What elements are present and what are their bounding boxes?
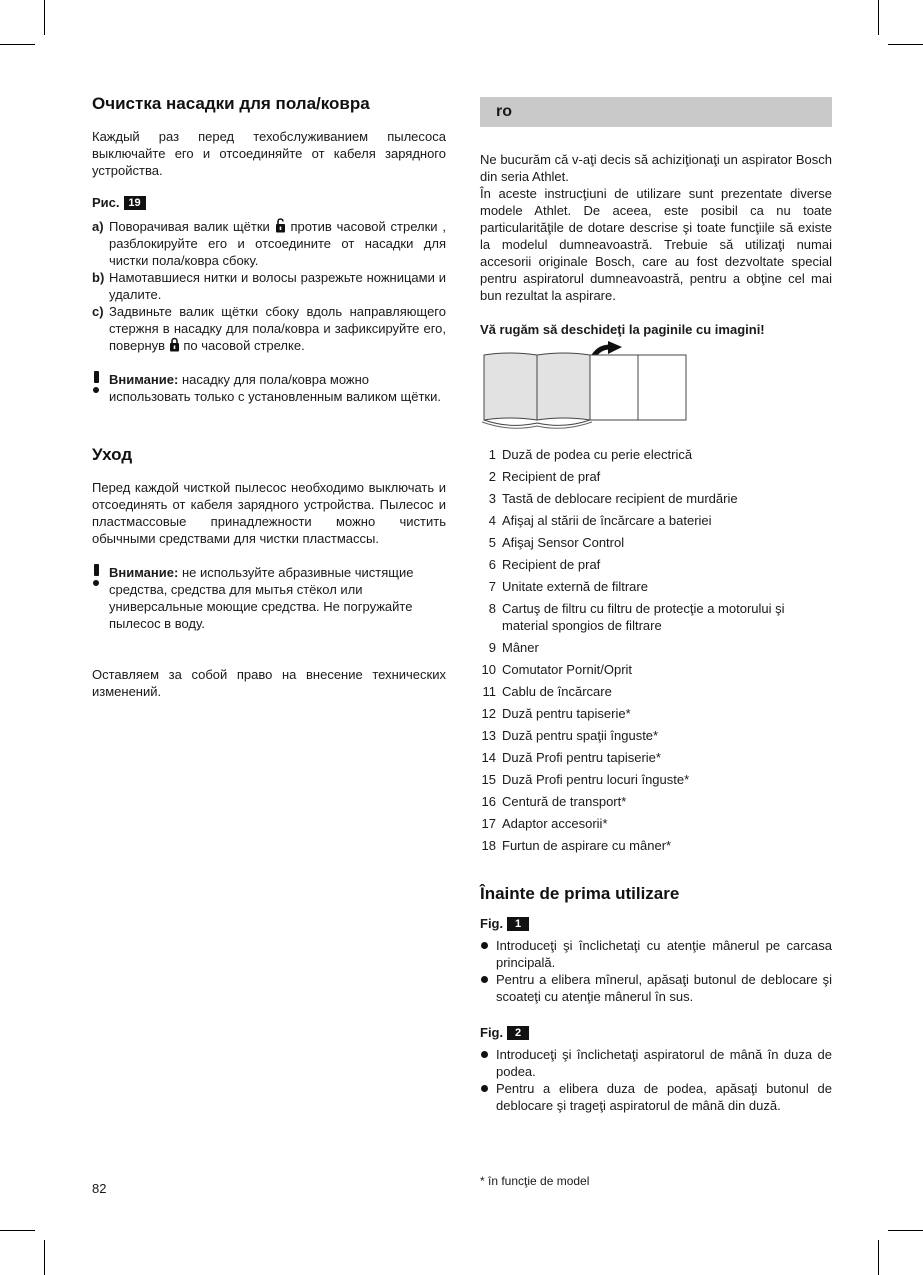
part-name: Comutator Pornit/Oprit — [502, 662, 633, 677]
part-number: 18 — [481, 838, 496, 853]
crop-mark — [878, 1240, 879, 1275]
list-item — [480, 490, 832, 507]
language-bar — [480, 97, 832, 127]
section-title: Înainte de prima utilizare — [480, 884, 680, 903]
list-item — [480, 815, 832, 832]
step-text: Задвиньте валик щётки сбоку вдоль направляющего стержня в насадку для пола/ковра и зафиксируйте его, повернув — [109, 304, 446, 353]
part-number: 14 — [481, 750, 496, 765]
part-number: 12 — [481, 706, 496, 721]
step-text: Поворачивая валик щётки — [109, 219, 270, 234]
part-number: 1 — [488, 447, 496, 462]
part-name: Cablu de încărcare — [502, 684, 612, 699]
list-item — [480, 600, 832, 634]
warning-label: Внимание: — [109, 372, 179, 387]
crop-mark — [888, 1230, 923, 1231]
step-item — [92, 303, 446, 354]
figure-number: 1 — [507, 917, 529, 931]
language-code: ro — [496, 103, 512, 120]
footnote: * în funcţie de model — [480, 1174, 590, 1188]
step-letter: a) — [92, 219, 104, 234]
crop-mark — [44, 0, 45, 35]
part-number: 3 — [488, 491, 496, 506]
part-number: 11 — [482, 684, 496, 699]
crop-mark — [0, 1230, 35, 1231]
open-pages-note: Vă rugăm să deschideţi la paginile cu imagini! — [480, 322, 765, 337]
part-name: Duză de podea cu perie electrică — [502, 447, 693, 462]
part-number: 5 — [488, 535, 496, 550]
part-name: Recipient de praf — [502, 469, 601, 484]
part-name: Mâner — [502, 640, 539, 655]
list-item: Pentru a elibera duza de podea, apăsaţi butonul de deblocare şi trageţi aspiratorul de mână din duză. — [480, 1080, 832, 1114]
part-number: 17 — [481, 816, 496, 831]
list-item: Introduceţi şi înclichetaţi aspiratorul de mână în duza de podea. — [480, 1046, 832, 1080]
part-name: Cartuş de filtru cu filtru de protecţie a motorului şi material spongios de filtrare — [502, 601, 785, 633]
warning-text: насадку для пола/ковра можно использовать только с установленным валиком щётки. — [109, 372, 441, 404]
list-item — [480, 578, 832, 595]
part-name: Tastă de deblocare recipient de murdărie — [502, 491, 738, 506]
list-item — [480, 683, 832, 700]
section-title: Уход — [92, 445, 133, 464]
step-text: по часовой стрелке. — [183, 338, 305, 353]
list-item — [480, 705, 832, 722]
crop-mark — [888, 44, 923, 45]
warning-label: Внимание: — [109, 565, 179, 580]
footer-note: Оставляем за собой право на внесение технических изменений. — [92, 667, 446, 699]
warning-text: не используйте абразивные чистящие средства, средства для мытья стёкол или универсальные моющие средства. Не погружайте пылесос в воду. — [109, 565, 414, 631]
part-number: 7 — [488, 579, 496, 594]
step-letter: b) — [92, 270, 105, 285]
part-name: Afişaj Sensor Control — [502, 535, 625, 550]
crop-mark — [878, 0, 879, 35]
figure-label: Рис. — [92, 195, 120, 210]
part-name: Afişaj al stării de încărcare a bateriei — [502, 513, 712, 528]
step-item — [92, 269, 446, 303]
part-number: 16 — [481, 794, 496, 809]
part-number: 9 — [488, 640, 496, 655]
figure-number: 19 — [124, 196, 146, 210]
warning-icon — [92, 371, 100, 393]
list-item — [480, 446, 832, 463]
part-number: 6 — [488, 557, 496, 572]
step-text: против часовой стрелки , разблокируйте его и отсоедините от насадки для чистки пола/ковра сбоку. — [109, 219, 446, 268]
part-name: Duză Profi pentru locuri înguste* — [502, 772, 690, 787]
list-item — [480, 727, 832, 744]
parts-list — [480, 446, 832, 854]
right-column — [480, 97, 832, 1114]
figure-reference — [92, 195, 446, 210]
section-title: Очистка насадки для пола/ковра — [92, 94, 370, 113]
part-name: Duză Profi pentru tapiserie* — [502, 750, 661, 765]
step-letter: c) — [92, 304, 104, 319]
figure-reference — [480, 916, 832, 931]
unlock-icon — [275, 218, 286, 233]
list-item: Introduceţi şi înclichetaţi cu atenţie mânerul pe carcasa principală. — [480, 937, 832, 971]
warning-block — [92, 371, 446, 405]
part-number: 4 — [488, 513, 496, 528]
list-item — [480, 556, 832, 573]
part-number: 15 — [481, 772, 496, 787]
care-text: Перед каждой чисткой пылесос необходимо выключать и отсоединять от кабеля зарядного устройства. Пылесос и пластмассовые принадлежности можно чистить обычными средствами для чистки пластмассы. — [92, 480, 446, 546]
figure-reference — [480, 1025, 832, 1040]
intro-text: Ne bucurăm că v-aţi decis să achiziţionaţi un aspirator Bosch din seria Athlet. În aceste instrucţiuni de utilizare sunt prezentate diverse modele Athlet. De aceea, este posibil ca nu toate particularităţile de dotare descrise şi toate funcţiile să existe la modelul dumneavoastră. Trebuie să utilizaţi numai accesorii originale Bosch, care au fost dezvoltate special pentru aspiratorul dumneavoastră, pentru a obţine cel mai bun rezultat la aspirare. — [480, 152, 832, 303]
list-item — [480, 468, 832, 485]
part-name: Adaptor accesorii* — [502, 816, 608, 831]
list-item — [480, 534, 832, 551]
list-item — [480, 512, 832, 529]
figure-label: Fig. — [480, 1025, 504, 1040]
part-number: 13 — [481, 728, 496, 743]
list-item — [480, 837, 832, 854]
crop-mark — [44, 1240, 45, 1275]
part-name: Recipient de praf — [502, 557, 601, 572]
step-text: Намотавшиеся нитки и волосы разрежьте ножницами и удалите. — [109, 270, 446, 302]
bullet-list — [480, 1046, 832, 1114]
list-item — [480, 771, 832, 788]
part-name: Furtun de aspirare cu mâner* — [502, 838, 672, 853]
page-number: 82 — [92, 1181, 107, 1196]
part-number: 10 — [481, 662, 496, 677]
part-number: 2 — [488, 469, 496, 484]
list-item — [480, 661, 832, 678]
list-item: Pentru a elibera mînerul, apăsaţi butonul de deblocare şi scoateţi cu atenţie mânerul în sus. — [480, 971, 832, 1005]
left-column — [92, 94, 446, 700]
list-item — [480, 749, 832, 766]
lock-icon — [169, 337, 180, 352]
open-booklet-illustration — [480, 341, 700, 433]
steps-list — [92, 218, 446, 354]
crop-mark — [0, 44, 35, 45]
bullet-list — [480, 937, 832, 1005]
part-name: Duză pentru tapiserie* — [502, 706, 631, 721]
list-item — [480, 639, 832, 656]
part-name: Centură de transport* — [502, 794, 627, 809]
warning-block — [92, 564, 446, 632]
figure-number: 2 — [507, 1026, 529, 1040]
part-number: 8 — [488, 601, 496, 616]
part-name: Duză pentru spaţii înguste* — [502, 728, 659, 743]
figure-label: Fig. — [480, 916, 504, 931]
part-name: Unitate externă de filtrare — [502, 579, 648, 594]
step-item — [92, 218, 446, 269]
intro-text: Каждый раз перед техобслуживанием пылесоса выключайте его и отсоединяйте от кабеля зарядного устройства. — [92, 129, 446, 178]
warning-icon — [92, 564, 100, 586]
list-item — [480, 793, 832, 810]
